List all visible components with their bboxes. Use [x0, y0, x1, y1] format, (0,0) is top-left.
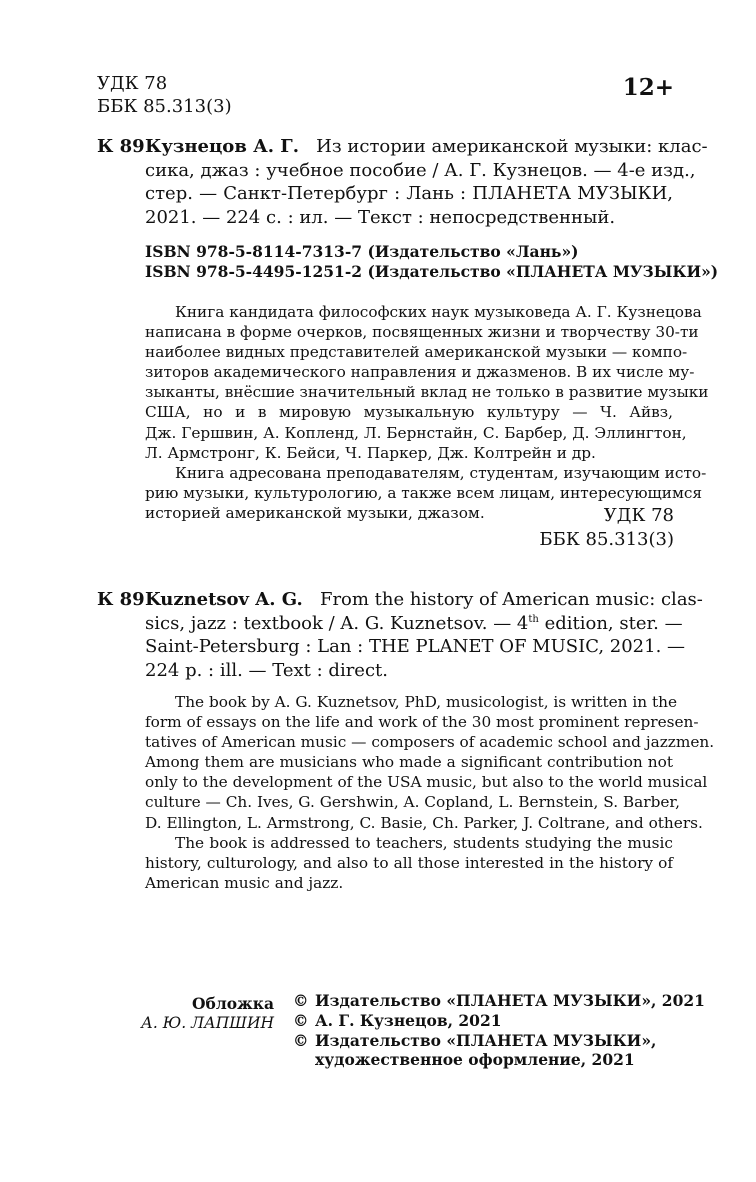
abstract-line: history, culturology, and also to all those interested in the history of — [145, 853, 673, 872]
entry-line-ru: 2021. — 224 с. : ил. — Текст : непосредственный. — [145, 206, 616, 228]
bbk-code-right: ББК 85.313(3) — [539, 529, 674, 550]
abstract-line: рию музыки, культурологию, а также всем лицам, интересующимся — [145, 483, 703, 502]
author-mark-en: К 89 — [97, 589, 145, 610]
abstract-line: написана в форме очерков, посвященных жизни и творчеству 30-ти — [145, 323, 699, 342]
author-mark-ru: К 89 — [97, 136, 145, 157]
edition-superscript: th — [528, 613, 539, 625]
entry-line-en: Saint-Petersburg : Lan : THE PLANET OF MUSIC, 2021. — — [145, 636, 686, 657]
bibliographic-entry-ru — [145, 135, 708, 229]
abstract-line: Л. Армстронг, К. Бейси, Ч. Паркер, Дж. Колтрейн и др. — [145, 443, 596, 462]
cover-credit — [141, 994, 274, 1033]
isbn-planeta: ISBN 978-5-4495-1251-2 (Издательство «ПЛАНЕТА МУЗЫКИ») — [145, 261, 719, 281]
isbn-lan: ISBN 978-5-8114-7313-7 (Издательство «Лань») — [145, 242, 579, 261]
copyright-line: художественное оформление, 2021 — [315, 1050, 635, 1070]
title-line-en: From the history of American music: clas- — [319, 589, 703, 610]
entry-line-en: sics, jazz : textbook / A. G. Kuznetsov. — 4 — [145, 612, 529, 634]
abstract-ru — [145, 302, 709, 523]
abstract-line: историей американской музыки, джазом. — [145, 503, 485, 522]
copyright-line: Издательство «ПЛАНЕТА МУЗЫКИ», — [315, 1030, 657, 1050]
cover-label: Обложка — [192, 994, 274, 1013]
abstract-line: Among them are musicians who made a significant contribution not — [145, 753, 673, 772]
udk-code: УДК 78 — [97, 73, 168, 94]
abstract-line: США, но и в мировую музыкальную культуру — Ч. Айвз, — [145, 403, 673, 422]
author-ru: Кузнецов А. Г. — [145, 136, 299, 157]
abstract-line: наиболее видных представителей американской музыки — компо- — [145, 343, 688, 362]
title-line-ru: Из истории американской музыки: клас- — [316, 136, 708, 157]
copyright-icon: © — [293, 991, 309, 1010]
copyright-icon: © — [293, 1030, 309, 1050]
copyright-line: А. Г. Кузнецов, 2021 — [315, 1010, 502, 1030]
age-rating: 12+ — [622, 74, 674, 101]
author-en: Kuznetsov A. G. — [145, 589, 303, 610]
copyright-block — [293, 991, 705, 1070]
entry-line-en: 224 p. : ill. — Text : direct. — [145, 659, 388, 681]
abstract-line: culture — Ch. Ives, G. Gershwin, A. Copland, L. Bernstein, S. Barber, — [145, 793, 680, 812]
abstract-line: The book is addressed to teachers, students studying the music — [175, 833, 673, 852]
abstract-line: зиторов академического направления и джазменов. В их числе му- — [145, 363, 695, 382]
entry-line-ru: сика, джаз : учебное пособие / А. Г. Кузнецов. — 4-е изд., — [145, 159, 696, 181]
copyright-icon: © — [293, 1010, 309, 1030]
abstract-line: Книга кандидата философских наук музыковеда А. Г. Кузнецова — [175, 303, 702, 321]
entry-line-ru: стер. — Санкт-Петербург : Лань : ПЛАНЕТА МУЗЫКИ, — [145, 183, 673, 204]
abstract-line: Книга адресована преподавателям, студентам, изучающим исто- — [175, 463, 707, 482]
abstract-line: Дж. Гершвин, А. Копленд, Л. Бернстайн, С. Барбер, Д. Эллингтон, — [145, 423, 687, 442]
abstract-line: tatives of American music — composers of academic school and jazzmen. — [145, 733, 715, 752]
abstract-en — [145, 692, 715, 893]
abstract-line: American music and jazz. — [145, 873, 344, 892]
classification-top — [97, 72, 232, 118]
abstract-line: зыканты, внёсшие значительный вклад не только в развитие музыки — [145, 383, 709, 402]
bibliographic-entry-en — [145, 588, 703, 682]
abstract-line: The book by A. G. Kuznetsov, PhD, musicologist, is written in the — [175, 693, 678, 711]
entry-line-en: edition, ster. — — [538, 612, 683, 634]
bbk-code: ББК 85.313(3) — [97, 96, 232, 117]
isbn-block — [145, 242, 718, 281]
udk-code-right: УДК 78 — [603, 505, 674, 526]
copyright-line: Издательство «ПЛАНЕТА МУЗЫКИ», 2021 — [315, 991, 705, 1010]
classification-right — [539, 504, 674, 552]
abstract-line: D. Ellington, L. Armstrong, C. Basie, Ch. Parker, J. Coltrane, and others. — [145, 813, 703, 832]
abstract-line: only to the development of the USA music, but also to the world musical — [145, 773, 708, 792]
cover-artist: А. Ю. ЛАПШИН — [141, 1013, 274, 1032]
abstract-line: form of essays on the life and work of the 30 most prominent represen- — [145, 713, 699, 732]
